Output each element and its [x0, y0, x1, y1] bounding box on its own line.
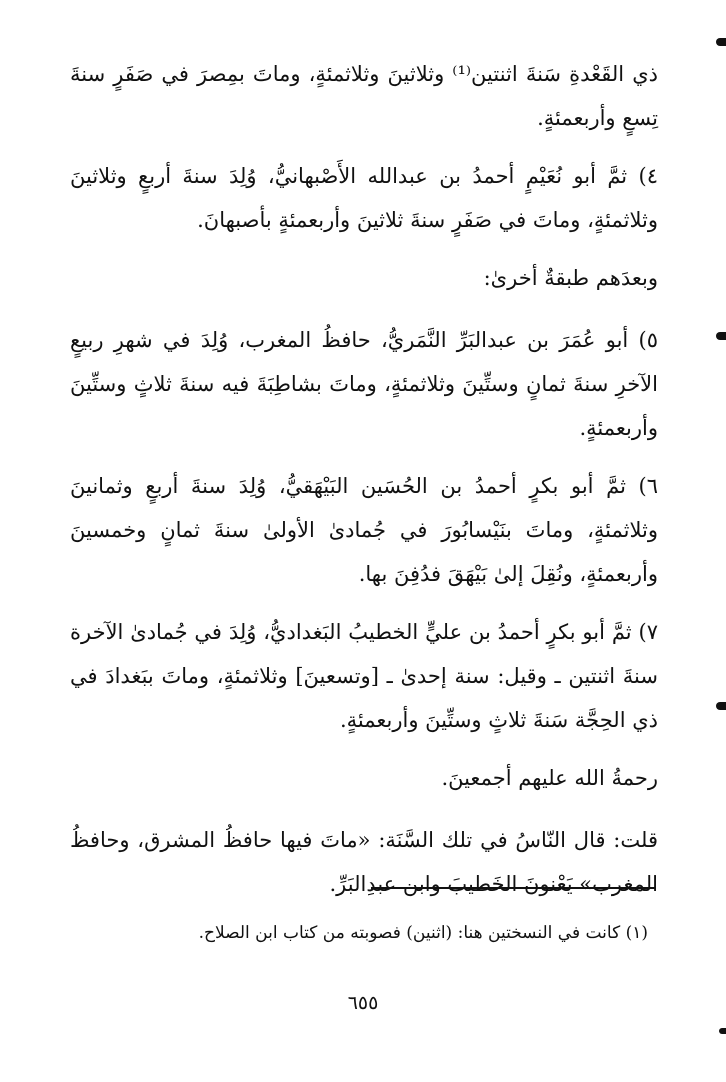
- footnote-divider: [371, 887, 656, 889]
- footnote: (١) كانت في النسختين هنا: (اثنين) فصوبته من كتاب ابن الصلاح.: [198, 923, 648, 943]
- paragraph-entry-5: ٥) أبو عُمَرَ بن عبدالبَرِّ النَّمَريُّ، حافظُ المغرب، وُلِدَ في شهرِ ربيعٍ الآخرِ سنةَ ثمانٍ وستِّينَ وثلاثمئةٍ، وماتَ بشاطِبَةَ فيه سنةَ ثلاثٍ وستِّينَ وأربعمئةٍ.: [70, 328, 658, 440]
- paragraph-comment: قلت: قال النّاسُ في تلك السَّنَة: «ماتَ فيها حافظُ المشرق، وحافظُ المغرب» يَعْنونَ الخَطيبَ وابن عبدِالبَرِّ.: [70, 828, 658, 896]
- edge-mark: [716, 332, 726, 340]
- paragraph-entry-7: ٧) ثمَّ أبو بكرٍ أحمدُ بن عليٍّ الخطيبُ البَغداديُّ، وُلِدَ في جُمادىٰ الآخرة سنةَ اثنتين ـ وقيل: سنة إحدىٰ ـ [وتسعينَ] وثلاثمئةٍ، وماتَ ببَغدادَ في ذي الحِجَّة سَنةَ ثلاثٍ وستِّينَ وأربعمئةٍ.: [70, 620, 658, 732]
- edge-mark: [716, 38, 726, 46]
- paragraph-entry-6: ٦) ثمَّ أبو بكرٍ أحمدُ بن الحُسَين البَيْهَقيُّ، وُلِدَ سنةَ أربعٍ وثمانينَ وثلاثمئةٍ، وماتَ بنَيْسابُورَ في جُمادىٰ الأولىٰ سنةَ ثمانٍ وخمسينَ وأربعمئةٍ، ونُقِلَ إلىٰ بَيْهَقَ فدُفِنَ بها.: [70, 474, 658, 586]
- main-text: [70, 52, 658, 920]
- paragraph-entry-4: ٤) ثمَّ أبو نُعَيْمٍ أحمدُ بن عبدالله الأَصْبهانيُّ، وُلِدَ سنةَ أربعٍ وثلاثينَ وثلاثمئةٍ، وماتَ في صَفَرٍ سنةَ ثلاثينَ وأربعمئةٍ بأصبهانَ.: [70, 164, 658, 232]
- edge-mark: [719, 1028, 726, 1034]
- paragraph-prayer: رحمةُ الله عليهم أجمعينَ.: [441, 766, 658, 790]
- paragraph-continuation: ذي القَعْدةِ سَنةَ اثنتين⁽¹⁾ وثلاثينَ وثلاثمئةٍ، وماتَ بمِصرَ في صَفَرٍ سنةَ تِسعٍ وأربعمئةٍ.: [70, 62, 658, 130]
- page-number: ٦٥٥: [347, 992, 379, 1014]
- paragraph-heading-next-tier: وبعدَهم طبقةٌ أخرىٰ:: [483, 266, 658, 290]
- edge-mark: [716, 702, 726, 710]
